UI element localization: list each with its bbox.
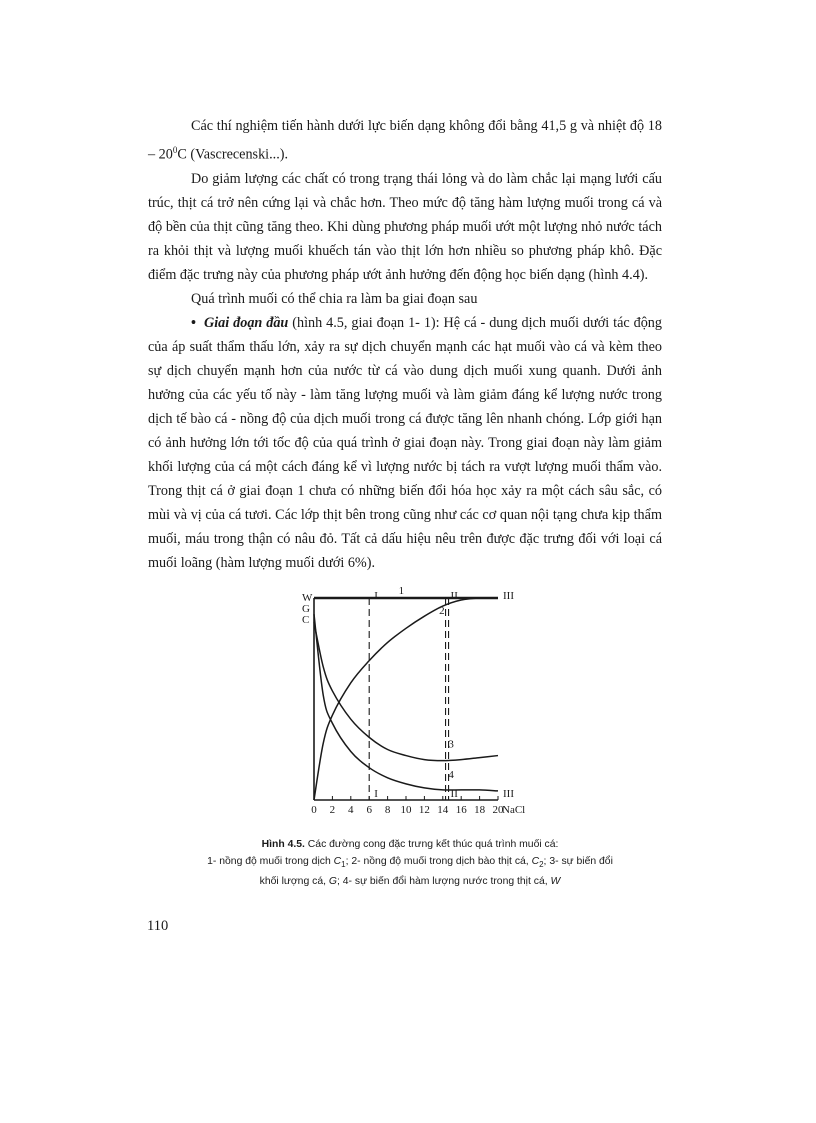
x-tick-label-8: 8 <box>384 804 391 816</box>
curve-label-3: 3 <box>448 738 454 751</box>
stage-top-label-1: I <box>374 590 378 602</box>
stage-description: (hình 4.5, giai đoạn 1- 1): Hệ cá - dung dịch muối dưới tác động của áp suất thẩm thấu lớn, xảy ra sự dịch chuyển mạnh các hạt muối vào cá và kèm theo sự dịch chuyển mạnh hơn của nước từ cá vào dung dịch muối xung quanh. Dưới ảnh hưởng của các yếu tố này - làm tăng lượng muối và làm giảm đáng kể lượng nước trong dịch tế bào cá - nồng độ của dịch muối trong cá được tăng lên nhanh chóng. Lớp giới hạn có ảnh hưởng lớn tới tốc độ của quá trình ở giai đoạn này. Trong giai đoạn này làm giảm khối lượng của cá một cách đáng kể vì lượng nước bị tách ra vượt lượng muối thẩm vào. Trong thịt cá ở giai đoạn 1 chưa có những biến đổi hóa học xảy ra một cách sâu sắc, có mùi và vị của cá tươi. Các lớp thịt bên trong cũng như các cơ quan nội tạng chưa kịp thẩm muối, máu trong thận có nâu đỏ. Tất cả dấu hiệu nêu trên được đặc trưng đối với loại cá muối loãng (hàm lượng muối dưới 6%). <box>148 314 662 571</box>
x-tick-label-20: 20 <box>492 804 504 816</box>
degree-superscript: 0 <box>172 145 178 155</box>
curve-4 <box>314 614 498 791</box>
caption-text: ; 3- sự biến đổi <box>543 856 613 867</box>
caption-var-c: C <box>531 856 540 867</box>
caption-text: ; 2- nồng độ muối trong dịch bào thịt cá, <box>345 856 532 867</box>
figure-caption <box>140 836 680 890</box>
x-tick-label-0: 0 <box>311 804 317 816</box>
salting-curves-chart <box>290 585 530 825</box>
paragraph-text: Các thí nghiệm tiến hành dưới lực biến dạng không đổi bằng 41,5 g và nhiệt độ 18 – 20 <box>148 118 662 163</box>
curve-2 <box>314 598 498 800</box>
caption-sub-1: 1 <box>341 860 346 870</box>
x-tick-label-16: 16 <box>455 804 467 816</box>
caption-label: Hình 4.5. <box>261 839 305 850</box>
curve-label-1: 1 <box>398 584 405 597</box>
x-axis-label: NaCl <box>502 804 526 816</box>
stage-bottom-label-3: III <box>503 788 514 800</box>
curve-label-2: 2 <box>439 605 445 618</box>
caption-title: Các đường cong đặc trưng kết thúc quá trình muối cá: <box>304 839 559 850</box>
y-axis-letter-g: G <box>302 603 310 615</box>
paragraph-experiment-conditions <box>148 114 662 167</box>
x-tick-label-18: 18 <box>474 804 486 816</box>
caption-line-3 <box>140 873 680 890</box>
x-tick-label-12: 12 <box>418 804 430 816</box>
paragraph-salt-effect: Do giảm lượng các chất có trong trạng thái lỏng và do làm chắc lại mạng lưới cấu trúc, thịt cá trở nên cứng lại và chắc hơn. Theo mức độ tăng hàm lượng muối trong cá và độ bền của thịt cũng tăng theo. Khi dùng phương pháp muối ướt một lượng nhỏ nước tách ra khỏi thịt và lượng muối khuếch tán vào thịt lớn hơn nhiều so phương pháp khô. Đặc điểm đặc trưng này của phương pháp ướt ảnh hưởng đến động học biến dạng (hình 4.4). <box>148 170 662 283</box>
bullet-icon: • <box>191 314 196 331</box>
paragraph-first-stage <box>148 311 662 575</box>
caption-var-c: C <box>333 856 342 867</box>
y-axis-letter-w: W <box>302 592 313 604</box>
y-axis-letter-c: C <box>302 614 310 626</box>
stage-top-label-2: II <box>450 590 458 602</box>
caption-text: 1- nồng độ muối trong dịch <box>207 856 334 867</box>
body-text <box>148 114 662 575</box>
page-number: 110 <box>147 918 169 934</box>
caption-var-g: G <box>328 876 337 888</box>
stage-heading: Giai đoạn đầu <box>203 314 289 331</box>
caption-sub-2: 2 <box>539 860 544 870</box>
x-tick-label-10: 10 <box>400 804 412 816</box>
curve-label-4: 4 <box>448 768 454 781</box>
paragraph-three-stages: Quá trình muối có thể chia ra làm ba giai đoạn sau <box>191 290 478 307</box>
stage-bottom-label-2: II <box>450 788 458 800</box>
caption-text: ; 4- sự biến đổi hàm lượng nước trong thịt cá, <box>336 876 551 888</box>
stage-top-label-3: III <box>503 590 514 602</box>
x-tick-label-2: 2 <box>329 804 336 816</box>
x-tick-label-14: 14 <box>437 804 449 816</box>
x-tick-label-4: 4 <box>348 804 354 816</box>
caption-var-w: W <box>550 876 561 888</box>
caption-text: khối lượng cá, <box>259 876 329 888</box>
caption-line-2 <box>140 853 680 873</box>
stage-bottom-label-1: I <box>374 788 378 800</box>
x-tick-label-6: 6 <box>366 804 372 816</box>
paragraph-text-end: C (Vascrecenski...). <box>177 146 289 163</box>
figure-4-5 <box>290 585 530 825</box>
caption-line-1 <box>140 836 680 853</box>
